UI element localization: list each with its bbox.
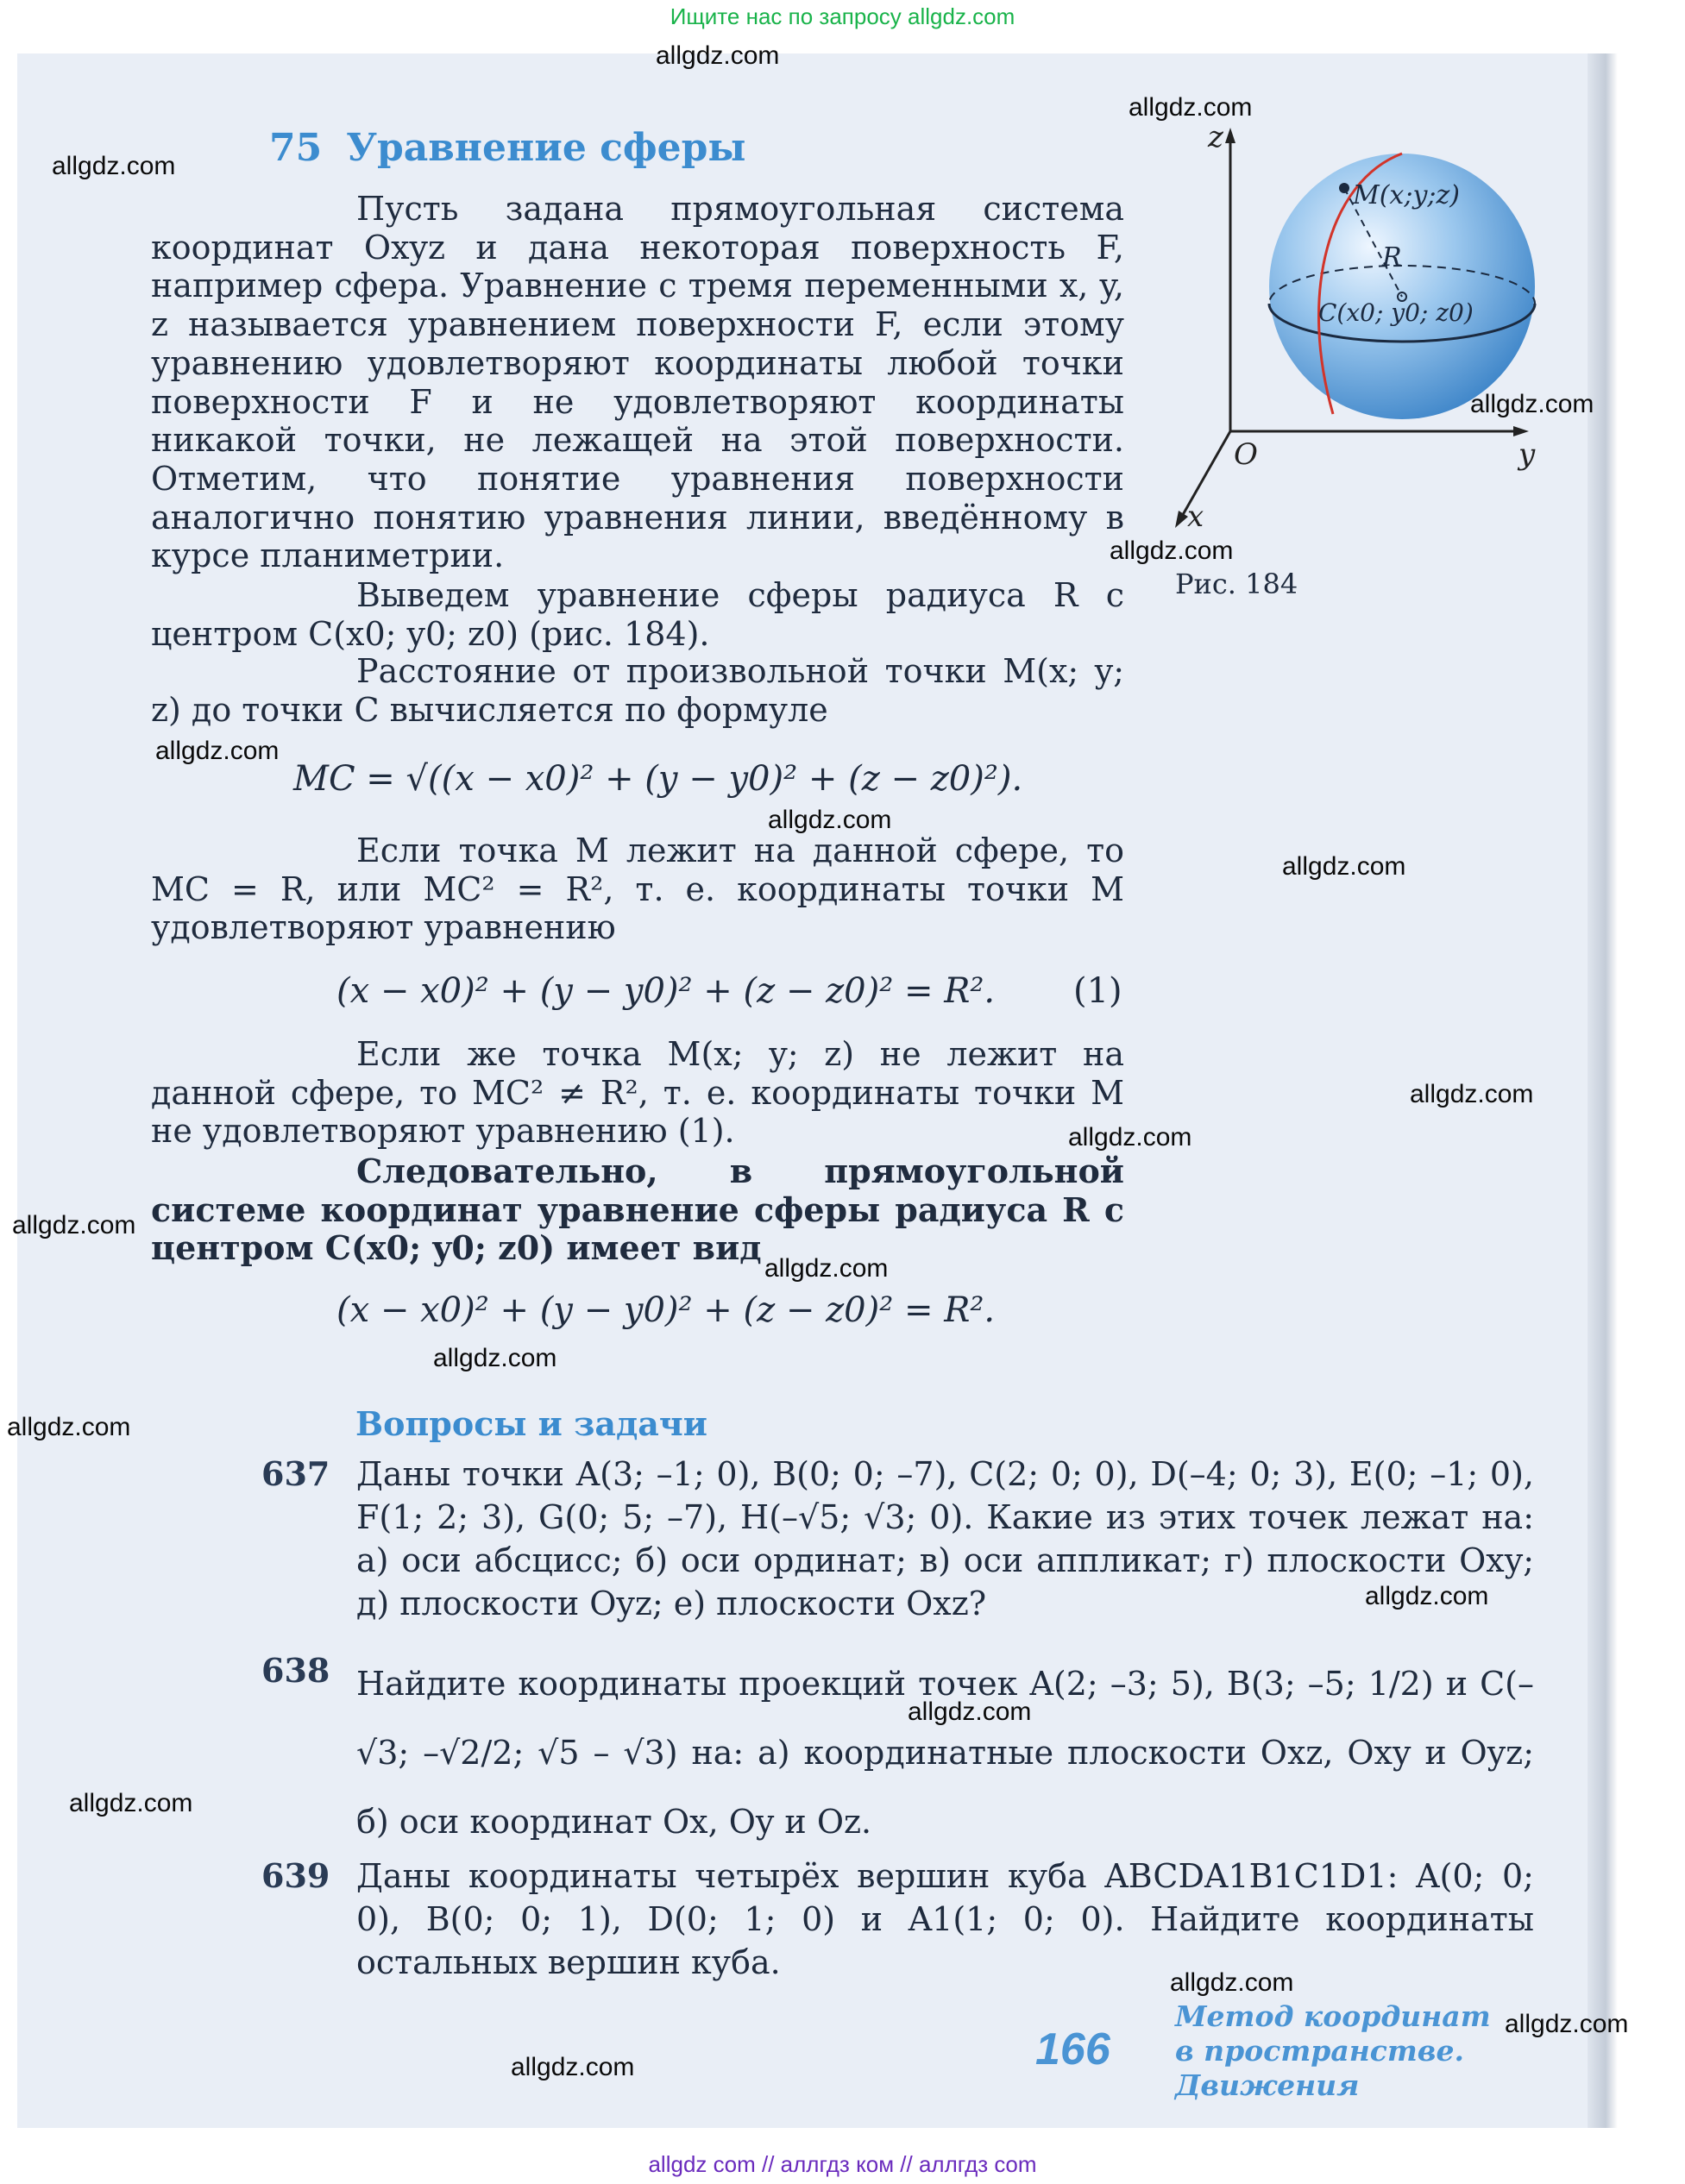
watermark: allgdz.com (1170, 1968, 1294, 1997)
paragraph-1: Пусть задана прямоугольная система координат Oxyz и дана некоторая поверхность F, например сфера. Уравнение с тремя переменными x, y, z называется уравнением поверхности F, если этому уравнению удовлетворяют координаты любой точки поверхности F и не удовлетворяют координаты никакой точки, не лежащей на этой поверхности. Отметим, что понятие уравнения поверхности аналогично понятию уравнения линии, введённому в курсе планиметрии. (151, 190, 1124, 575)
watermark: allgdz.com (69, 1789, 193, 1817)
problem-text: Найдите координаты проекций точек A(2; –3; 5), B(3; –5; 1/2) и C(–√3; –√2/2; √5 – √3) на: а) координатные плоскости Oxz, Oxy и Oyz; б) оси координат Ox, Oy и Oz. (356, 1665, 1534, 1841)
problem-638 (261, 1649, 1534, 1856)
y-axis-arrow (1513, 426, 1529, 436)
chapter-title (1175, 1999, 1491, 2103)
chapter-line-2: в пространстве. (1175, 2034, 1464, 2068)
sphere-diagram (1156, 121, 1562, 569)
label-radius: R (1382, 242, 1402, 273)
watermark: allgdz.com (1410, 1080, 1534, 1108)
problem-number: 637 (261, 1454, 330, 1493)
paragraph-not-on-sphere (151, 1035, 1124, 1151)
watermark: allgdz.com (908, 1698, 1032, 1726)
watermark: allgdz.com (155, 737, 280, 765)
label-y: y (1518, 437, 1536, 472)
paragraph-on-sphere (151, 832, 1124, 947)
section-number: 75 (269, 126, 323, 170)
watermark: allgdz.com (52, 152, 176, 180)
paragraph-2: Выведем уравнение сферы радиуса R с центром C(x0; y0; z0) (рис. 184). (151, 576, 1124, 653)
watermark: allgdz.com (1068, 1123, 1192, 1152)
figure-caption: Рис. 184 (1175, 568, 1298, 600)
problem-637 (261, 1453, 1534, 1625)
watermark: allgdz.com (1365, 1582, 1489, 1610)
problem-number: 639 (261, 1856, 330, 1895)
paragraph-derive (151, 576, 1124, 653)
paragraph-3: Расстояние от произвольной точки M(x; y; z) до точки C вычисляется по формуле (151, 652, 1124, 729)
point-m-dot (1339, 183, 1349, 193)
paragraph-6: Следовательно, в прямоугольной системе координат уравнение сферы радиуса R с центром C(x0; y0; z0) имеет вид (151, 1152, 1124, 1268)
formula-eq1: (x − x0)² + (y − y0)² + (z − z0)² = R². (336, 971, 996, 1011)
chapter-line-3: Движения (1175, 2068, 1360, 2102)
problem-text: Даны точки A(3; –1; 0), B(0; 0; –7), C(2; 0; 0), D(–4; 0; 3), E(0; –1; 0), F(1; 2; 3), G(0; 5; –7), H(–√5; √3; 0). Какие из этих точек лежат на: а) оси абсцисс; б) оси ординат; в) оси аппликат; г) плоскости Oxy; д) плоскости Oyz; е) плоскости Oxz? (356, 1455, 1534, 1622)
watermark: allgdz.com (433, 1344, 557, 1372)
x-axis-arrow (1175, 511, 1188, 528)
top-banner[interactable]: Ищите нас по запросу allgdz.com (670, 3, 1015, 29)
problem-text: Даны координаты четырёх вершин куба ABCDA1B1C1D1: A(0; 0; 0), B(0; 0; 1), D(0; 1; 0) и A1(1; 0; 0). Найдите координаты остальных вершин куба. (356, 1857, 1534, 1981)
problem-number: 638 (261, 1651, 330, 1690)
label-point-m: M(x;y;z) (1353, 180, 1461, 210)
page-number: 166 (1035, 2024, 1110, 2074)
figure-sphere (1156, 121, 1562, 569)
page-edge-shadow (1588, 53, 1618, 2128)
watermark: allgdz.com (656, 41, 780, 70)
formula-final: (x − x0)² + (y − y0)² + (z − z0)² = R². (336, 1290, 996, 1330)
paragraph-5: Если же точка M(x; y; z) не лежит на данной сфере, то MC² ≠ R², т. е. координаты точки M не удовлетворяют уравнению (1). (151, 1035, 1124, 1151)
watermark: allgdz.com (1470, 390, 1594, 418)
watermark: allgdz.com (764, 1254, 889, 1283)
section-title-text: Уравнение сферы (346, 126, 746, 170)
watermark: allgdz.com (1505, 2010, 1629, 2038)
label-origin: O (1234, 437, 1258, 472)
paragraph-definition (151, 190, 1124, 575)
watermark: allgdz.com (1129, 93, 1253, 122)
bottom-banner[interactable]: allgdz com // аллгдз ком // аллгдз com (648, 2151, 1037, 2177)
formula-distance: MC = √((x − x0)² + (y − y0)² + (z − z0)²). (293, 759, 1023, 799)
watermark: allgdz.com (768, 806, 892, 834)
paragraph-conclusion (151, 1152, 1124, 1268)
watermark: allgdz.com (12, 1211, 136, 1239)
section-title (269, 126, 745, 170)
problem-639 (261, 1855, 1534, 1984)
questions-heading: Вопросы и задачи (355, 1404, 707, 1443)
watermark: allgdz.com (511, 2053, 635, 2081)
label-z: z (1208, 121, 1223, 154)
label-x: x (1187, 499, 1204, 534)
watermark: allgdz.com (1110, 537, 1234, 565)
paragraph-distance (151, 652, 1124, 729)
formula-eq1-label: (1) (1073, 971, 1122, 1011)
paragraph-4: Если точка M лежит на данной сфере, то MC = R, или MC² = R², т. е. координаты точки M удовлетворяют уравнению (151, 832, 1124, 947)
z-axis-arrow (1225, 128, 1235, 143)
watermark: allgdz.com (1282, 852, 1406, 881)
chapter-line-1: Метод координат (1175, 1999, 1491, 2033)
watermark: allgdz.com (7, 1413, 131, 1441)
label-center: C(x0; y0; z0) (1318, 298, 1474, 327)
